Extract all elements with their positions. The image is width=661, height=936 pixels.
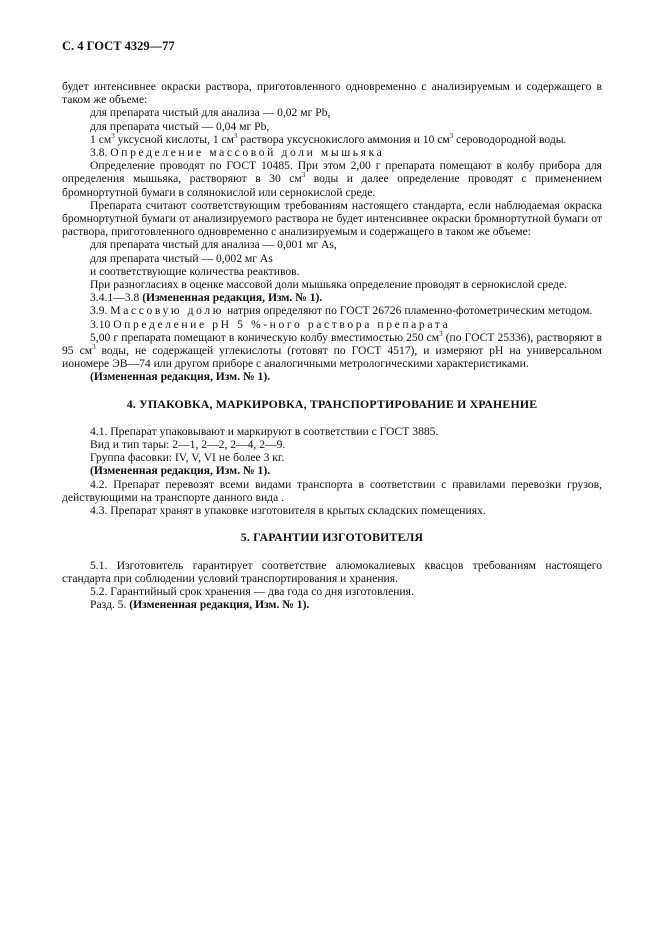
- section-3-8-title: 3.8. Определение массовой доли мышьяка: [90, 146, 385, 160]
- amendment-note-3-4-1: 3.4.1—3.8 (Измененная редакция, Изм. № 1).: [90, 291, 323, 305]
- tare-types: Вид и тип тары: 2—1, 2—2, 2—4, 2—9.: [90, 438, 286, 452]
- section-5-2: 5.2. Гарантийный срок хранения — два года со дня изготовления.: [90, 584, 414, 598]
- section-4-2: 4.2. Препарат перевозят всеми видами транспорта в соответствии с правилами перевозки грузов, действующими на транспорте данного вида .: [62, 477, 602, 504]
- section-3-8-paragraph-1: Определение проводят по ГОСТ 10485. При этом 2,00 г препарата помещают в колбу прибора для определения мышьяка, растворяют в 30 $см^3$ воды и далее определение проводят с применением бромнортутной бумаги в солянокислой или сернокислой среде.: [62, 159, 602, 199]
- limit-as-pure: для препарата чистый — 0,002 мг As: [90, 251, 273, 265]
- amendment-note-5: Разд. 5. (Измененная редакция, Изм. № 1).: [90, 598, 310, 612]
- limit-pb-pure: для препарата чистый — 0,04 мг Pb,: [90, 119, 270, 133]
- document-body: [62, 80, 602, 611]
- section-5-1: 5.1. Изготовитель гарантирует соответствие алюмокалиевых квасцов требованиям настоящего стандарта при соблюдении условий транспортирования и хранения.: [62, 558, 602, 585]
- amendment-note-4: (Измененная редакция, Изм. № 1).: [90, 464, 271, 478]
- section-4-heading: 4. УПАКОВКА, МАРКИРОВКА, ТРАНСПОРТИРОВАНИЕ И ХРАНЕНИЕ: [126, 396, 538, 411]
- limit-as-analytical: для препарата чистый для анализа — 0,001 мг As,: [90, 238, 337, 252]
- section-4-3: 4.3. Препарат хранят в упаковке изготовителя в крытых складских помещениях.: [90, 504, 486, 518]
- section-3-8-paragraph-3: При разногласиях в оценке массовой доли мышьяка определение проводят в сернокислой среде.: [90, 278, 568, 292]
- section-5-heading: 5. ГАРАНТИИ ИЗГОТОВИТЕЛЯ: [240, 530, 424, 545]
- packing-group: Группа фасовки: IV, V, VI не более 3 кг.: [90, 451, 285, 465]
- section-3-9: 3.9. Массовую долю натрия определяют по ГОСТ 26726 пламенно-фотометрическим методом.: [90, 304, 593, 318]
- page-header: С. 4 ГОСТ 4329—77: [62, 39, 175, 53]
- section-4-1: 4.1. Препарат упаковывают и маркируют в соответствии с ГОСТ 3885.: [90, 424, 439, 438]
- section-3-10-paragraph: 5,00 г препарата помещают в коническую колбу вместимостью 250 $см^3$ (по ГОСТ 25336), растворяют в 95 $см^3$ воды, не содержащей углекислоты (готовят по ГОСТ 4517), и измеряют рН на универсальном иономере ЭВ—74 или другом приборе с аналогичными метрологическими характеристиками.: [62, 329, 602, 371]
- amendment-note-3-10: (Измененная редакция, Изм. № 1).: [90, 370, 271, 384]
- section-3-10-title: 3.10 Определение рН 5 %-ного раствора препарата: [90, 317, 451, 331]
- limit-pb-analytical: для препарата чистый для анализа — 0,02 мг Pb,: [90, 106, 331, 120]
- section-3-8-paragraph-2: Препарата считают соответствующим требованиям настоящего стандарта, если наблюдаемая окраска бромнортутной бумаги от анализируемого раствора не будет интенсивнее окраски бромнортутной бумаги от раствора, приготовленного одновременно с анализируемым и содержащего в таком же объеме:: [62, 198, 602, 239]
- paragraph-lead-continuation: будет интенсивнее окраски раствора, приготовленного одновременно с анализируемым и содержащего в таком же объеме:: [62, 80, 602, 107]
- reagents-line: 1 $см^3$ уксусной кислоты, 1 $см^3$ раствора уксуснокислого аммония и 10 $см^3$ сероводородной воды.: [90, 131, 567, 146]
- reagents-note: и соответствующие количества реактивов.: [90, 264, 300, 278]
